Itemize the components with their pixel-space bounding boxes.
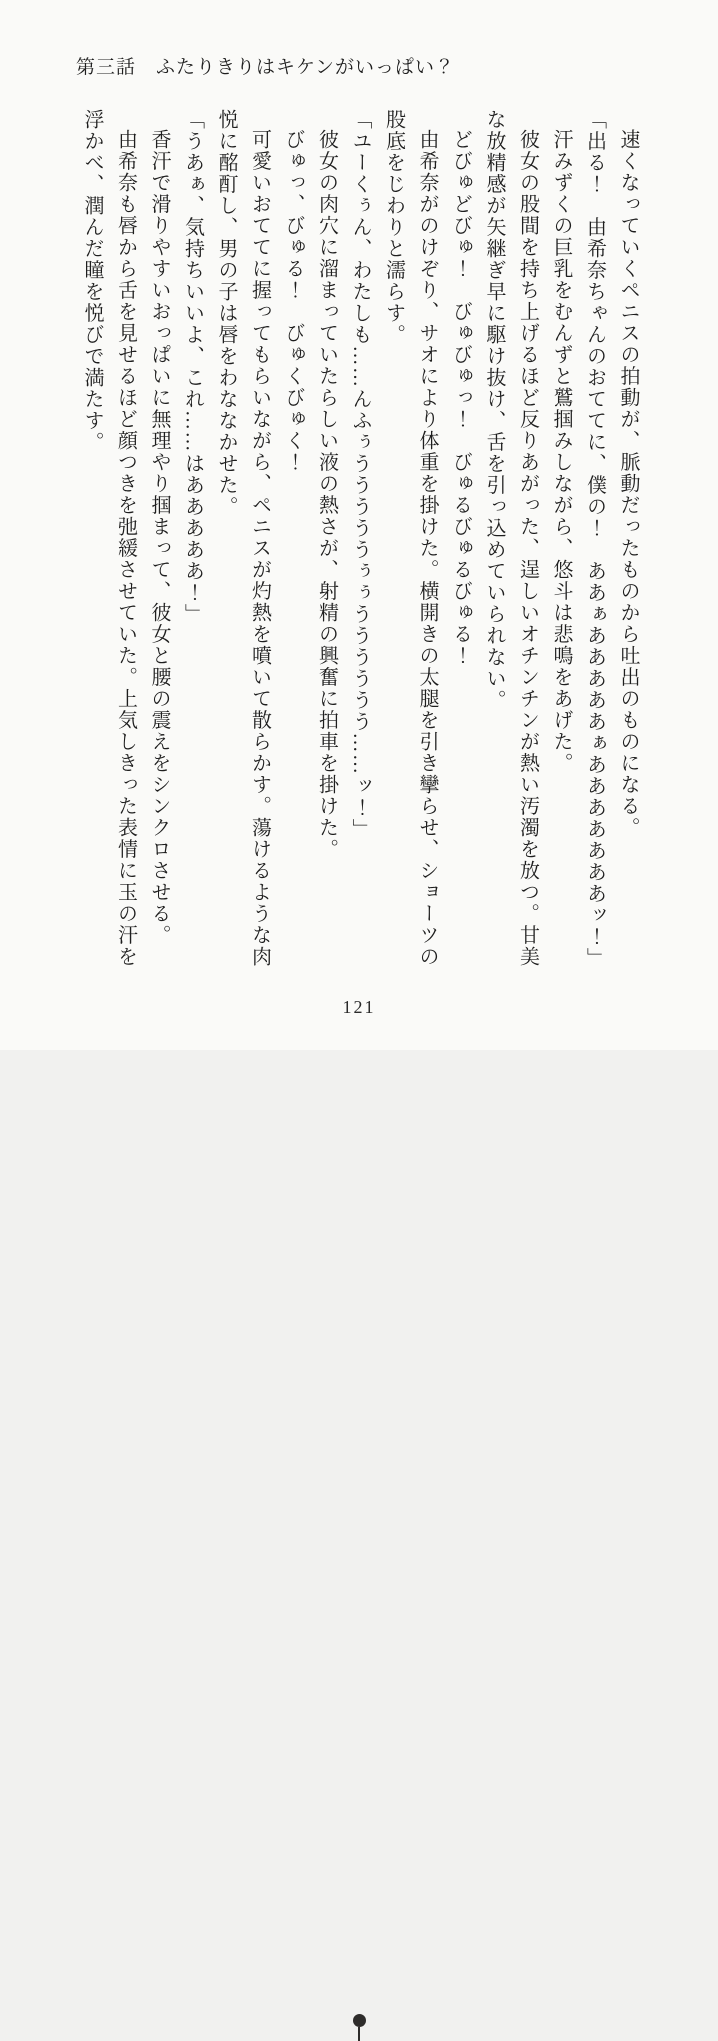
text-column: 速くなっていくペニスの拍動が、脈動だったものから吐出のものになる。	[617, 129, 639, 839]
text-column: 「ユーくぅん、わたしも……んふぅうううううぅぅうううううう……ッ！」	[349, 109, 371, 840]
text-column: びゅっ、びゅる！ びゅくびゅく！	[282, 129, 304, 473]
text-column: 彼女の股間を持ち上げるほど反りあがった、逞しいオチンチンが熱い汚濁を放つ。甘美	[516, 129, 539, 968]
text-column: 股底をじわりと濡らす。	[382, 109, 405, 346]
text-column: 浮かべ、潤んだ瞳を悦びで満たす。	[81, 109, 103, 453]
text-column: な放精感が矢継ぎ早に駆け抜け、舌を引っ込めていられない。	[483, 109, 505, 711]
text-column: 香汗で滑りやすいおっぱいに無理やり掴まって、彼女と腰の震えをシンクロさせる。	[148, 129, 170, 946]
text-column: どびゅどびゅ！ びゅびゅっ！ びゅるびゅるびゅる！	[449, 129, 472, 667]
page-footer	[0, 990, 718, 1050]
chapter-title: 第三話 ふたりきりはキケンがいっぱい？	[76, 57, 456, 78]
text-column: 由希奈がのけぞり、サオにより体重を掛けた。横開きの太腿を引き攣らせ、ショーツの	[416, 129, 438, 968]
pin-dot	[353, 2014, 366, 2027]
text-column: 彼女の肉穴に溜まっていたらしい液の熱さが、射精の興奮に拍車を掛けた。	[315, 129, 338, 860]
vertical-text-block	[75, 109, 645, 979]
pin-stem	[358, 2027, 360, 2041]
pin-marker-icon	[352, 2014, 366, 2041]
text-column: 由希奈も唇から舌を見せるほど顔つきを弛緩させていた。上気しきった表情に玉の汗を	[114, 129, 137, 968]
text-column: 「出る！ 由希奈ちゃんのおててに、僕の！ ああぁあああああぁあああああああッ！」	[583, 109, 606, 969]
text-column: 可愛いおててに握ってもらいながら、ペニスが灼熱を噴いて散らかす。蕩けるような肉	[248, 129, 271, 968]
text-column: 悦に酩酊し、男の子は唇をわななかせた。	[215, 109, 237, 518]
text-column: 汗みずくの巨乳をむんずと鷲掴みしながら、悠斗は悲鳴をあげた。	[550, 129, 572, 774]
page-number: 121	[342, 997, 376, 1017]
text-column: 「うあぁ、気持ちいいよ、これ……はあああああ！」	[181, 109, 204, 625]
